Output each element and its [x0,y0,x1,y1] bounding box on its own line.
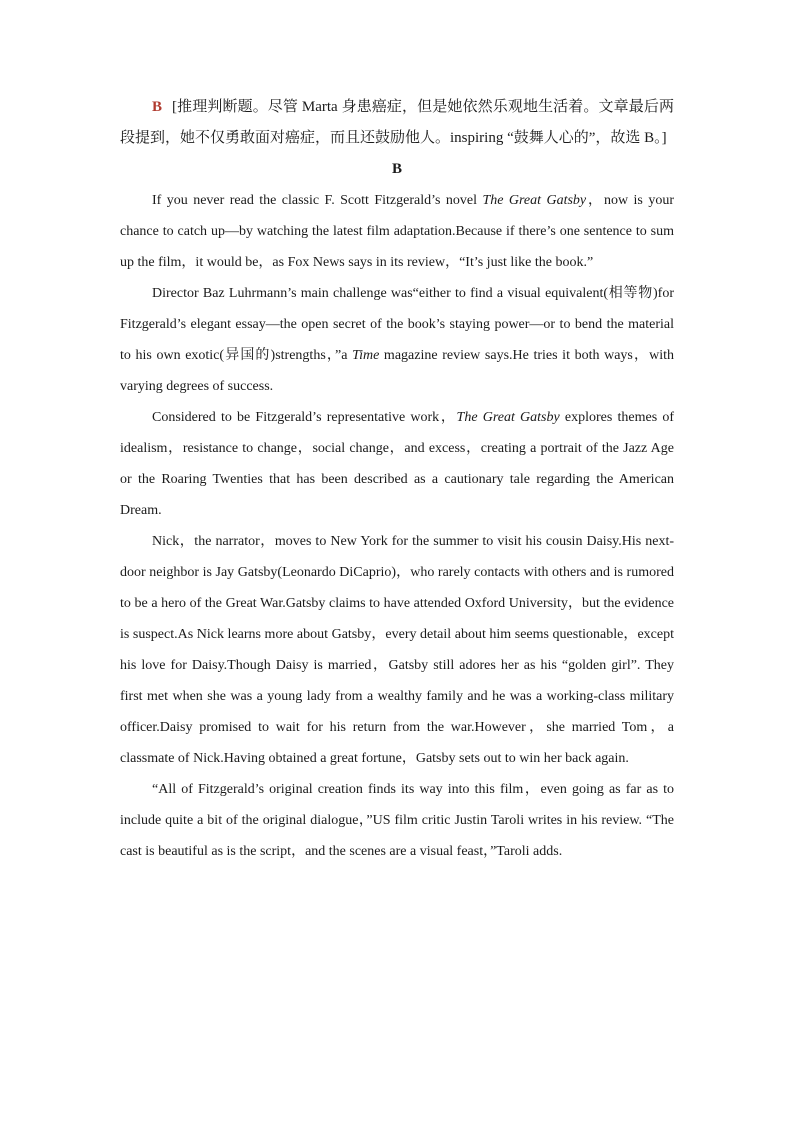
answer-text: [推理判断题。尽管 Marta 身患癌症，但是她依然乐观地生活着。文章最后两段提到，她不仅勇敢面对癌症，而且还鼓励他人。inspiring “鼓舞人心的”，故选 B。] [120,99,674,146]
paragraph-3 [120,402,674,526]
paragraph-text: “All of Fitzgerald’s original creation finds its way into this film，even going as far as to include quite a bit of the original dialogue，”US film critic Justin Taroli writes in his review. “The cast is beautiful as is the script，and the scenes are a visual feast，”Taroli adds. [120,782,674,859]
paragraph-text: magazine review says.He tries it both ways，with varying degrees of success. [120,348,675,394]
document-page [120,92,674,867]
magazine-title: Time [352,348,380,363]
paragraph-5 [120,774,674,867]
paragraph-text: Considered to be Fitzgerald’s representative work， [152,410,457,425]
paragraph-1 [120,185,674,278]
section-heading: B [391,161,402,177]
paragraph-text: Director Baz Luhrmann’s main challenge was“either to find a visual equivalent(相等物)for Fitzgerald’s elegant essay—the open secret of the book’s staying power—or to bend the material to his own exotic(异国的)strengths，”a [120,286,674,363]
paragraph-4 [120,526,674,774]
paragraph-text: ，now is your chance to catch up—by watching the latest film adaptation.Because if there’s one sentence to sum up the film，it would be，as Fox News says in its review，“It’s just like the book.” [120,193,674,270]
answer-letter: B [152,99,163,115]
paragraph-text: If you never read the classic F. Scott Fitzgerald’s novel [152,193,483,208]
answer-explanation [120,92,674,154]
paragraph-text: Nick，the narrator，moves to New York for the summer to visit his cousin Daisy.His next-door neighbor is Jay Gatsby(Leonardo DiCaprio)，who rarely contacts with others and is rumored to be a hero of the Great War.Gatsby claims to have attended Oxford University，but the evidence is suspect.As Nick learns more about Gatsby，every detail about him seems questionable，except his love for Daisy.Though Daisy is married，Gatsby still adores her as his “golden girl”. They first met when she was a young lady from a wealthy family and he was a working-class military officer.Daisy promised to wait for his return from the war.However，she married Tom，a classmate of Nick.Having obtained a great fortune，Gatsby sets out to win her back again. [120,534,674,766]
book-title: The Great Gatsby [482,193,587,208]
paragraph-2 [120,278,674,402]
book-title: The Great Gatsby [456,410,560,425]
paragraph-text: explores themes of idealism，resistance to change，social change，and excess，creating a portrait of the Jazz Age or the Roaring Twenties that has been described as a cautionary tale regarding the American Dream. [120,410,674,518]
